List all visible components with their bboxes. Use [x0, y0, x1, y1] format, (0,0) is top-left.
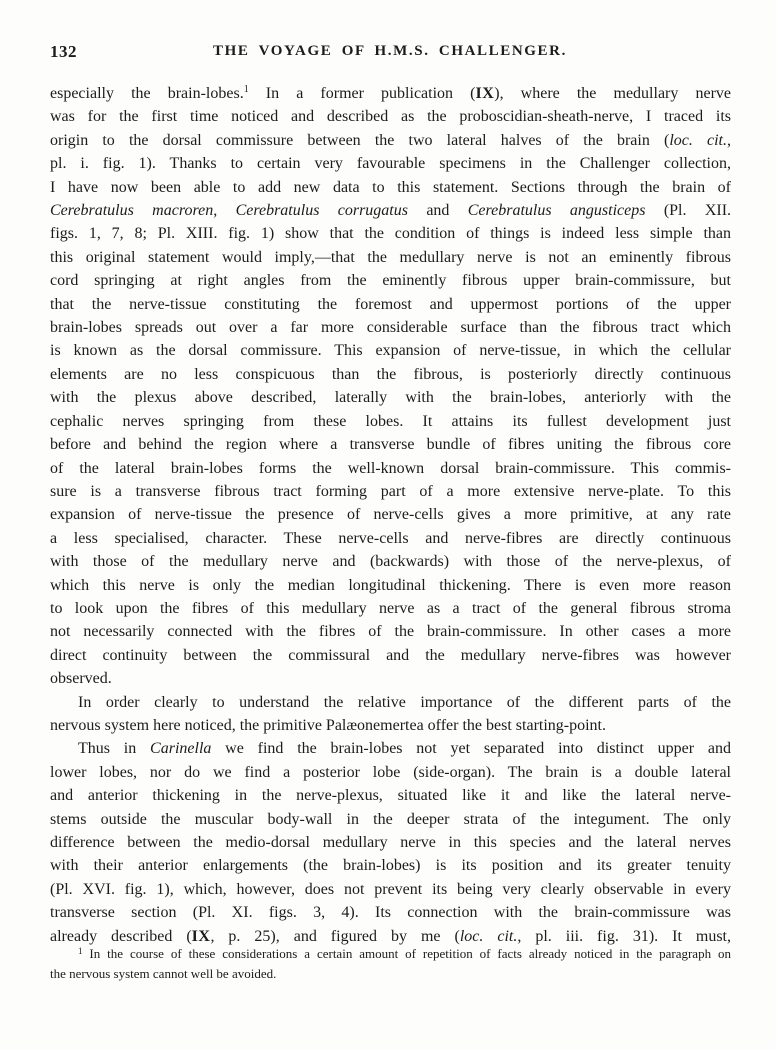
- body-line: [50, 152, 731, 175]
- bold-text-run: IX: [191, 927, 211, 945]
- body-line: [50, 831, 731, 854]
- text-run: (Pl. XII.: [645, 202, 732, 220]
- body-line: [50, 410, 731, 433]
- text-run: of the lateral brain-lobes forms the well-known dorsal brain-commissure. This commis-: [50, 459, 731, 477]
- body-line: [50, 269, 731, 292]
- body-line: [50, 176, 731, 199]
- body-line: [50, 105, 731, 128]
- footnote-marker: 1: [78, 946, 83, 956]
- body-line: [50, 574, 731, 597]
- text-run: with the plexus above described, laterally with the brain-lobes, anteriorly with the: [50, 389, 731, 407]
- body-line: [50, 222, 731, 245]
- body-line: [50, 363, 731, 386]
- text-run: elements are no less conspicuous than the fibrous, is posteriorly directly continuous: [50, 365, 731, 383]
- body-line: [50, 667, 731, 690]
- text-run: direct continuity between the commissural and the medullary nerve-fibres was however: [50, 646, 731, 664]
- text-run: and anterior thickening in the nerve-plexus, situated like it and like the lateral nerve-: [50, 787, 731, 805]
- footnote-marker: 1: [243, 84, 249, 95]
- text-run: , pl. iii. fig. 31). It must,: [517, 927, 731, 945]
- text-run: nervous system here noticed, the primitive Palæonemertea offer the best starting-point.: [50, 716, 606, 734]
- body-line: [50, 901, 731, 924]
- italic-text-run: loc. cit.: [669, 131, 727, 149]
- text-run: already described (: [50, 927, 192, 945]
- body-line: [50, 457, 731, 480]
- text-run: stems outside the muscular body-wall in the deeper strata of the integument. The only: [50, 810, 731, 828]
- text-run: cord springing at right angles from the eminently fibrous upper brain-commissure, but: [50, 272, 731, 290]
- italic-text-run: loc. cit.: [459, 927, 518, 945]
- text-run: transverse section (Pl. XI. figs. 3, 4). Its connection with the brain-commissure was: [50, 904, 731, 922]
- text-run: In the course of these considerations a certain amount of repetition of facts already noticed in the paragraph on: [82, 946, 731, 961]
- text-run: In order clearly to understand the relative importance of the different parts of the: [78, 693, 731, 711]
- italic-text-run: Cerebratulus corrugatus: [235, 202, 408, 220]
- text-run: with their anterior enlargements (the brain-lobes) is its position and its greater tenuity: [50, 857, 731, 875]
- footnote-paragraph: [50, 944, 731, 984]
- footnote-line: [50, 964, 731, 984]
- body-line: [50, 644, 731, 667]
- text-run: and: [407, 202, 468, 220]
- text-run: not necessarily connected with the fibres of the brain-commissure. In other cases a more: [50, 623, 731, 641]
- body-line: [50, 737, 731, 760]
- text-run: the nervous system cannot well be avoided.: [50, 966, 277, 981]
- italic-text-run: Cerebratulus angusticeps: [467, 202, 646, 220]
- italic-text-run: Cerebratulus macroren: [50, 202, 214, 220]
- page-header: [50, 42, 730, 64]
- text-run: we find the brain-lobes not yet separated into distinct upper and: [211, 740, 731, 758]
- running-title: THE VOYAGE OF H.M.S. CHALLENGER.: [213, 43, 567, 59]
- text-run: with those of the medullary nerve and (backwards) with those of the nerve-plexus, of: [50, 553, 731, 571]
- body-line: [50, 316, 731, 339]
- bold-text-run: IX: [475, 85, 495, 102]
- text-run: observed.: [50, 670, 112, 688]
- body-line: [50, 808, 731, 831]
- body-line: [50, 293, 731, 316]
- text-run: lower lobes, nor do we find a posterior lobe (side-organ). The brain is a double lateral: [50, 763, 731, 781]
- body-line: [50, 527, 731, 550]
- footnote-line: [50, 944, 731, 964]
- body-line: [50, 503, 731, 526]
- text-run: pl. i. fig. 1). Thanks to certain very favourable specimens in the Challenger collection,: [50, 155, 731, 173]
- text-run: , p. 25), and figured by me (: [210, 927, 460, 945]
- text-run: sure is a transverse fibrous tract forming part of a more extensive nerve-plate. To this: [50, 482, 731, 500]
- body-line: [50, 82, 731, 105]
- body-line: [50, 433, 731, 456]
- text-run: to look upon the fibres of this medullary nerve as a tract of the general fibrous stroma: [50, 599, 731, 617]
- text-run: which this nerve is only the median longitudinal thickening. There is even more reason: [50, 576, 731, 594]
- body-paragraph: [50, 737, 731, 948]
- text-run: before and behind the region where a transverse bundle of fibres uniting the fibrous core: [50, 436, 731, 454]
- text-run: was for the first time noticed and described as the proboscidian-sheath-nerve, I traced its: [50, 108, 731, 126]
- body-line: [50, 246, 731, 269]
- footnote-block: [50, 944, 731, 984]
- body-line: [50, 714, 731, 737]
- text-run: ,: [727, 131, 731, 149]
- text-run: Thus in: [78, 740, 151, 758]
- body-line: [50, 878, 731, 901]
- body-line: [50, 761, 731, 784]
- text-run: In a former publication (: [248, 85, 476, 102]
- text-run: a less specialised, character. These nerve-cells and nerve-fibres are directly continuous: [50, 529, 731, 547]
- text-run: especially the brain-lobes.: [50, 85, 244, 102]
- body-line: [50, 854, 731, 877]
- body-paragraph: [50, 82, 731, 691]
- body-line: [50, 784, 731, 807]
- text-run: is known as the dorsal commissure. This expansion of nerve-tissue, in which the cellular: [50, 342, 731, 360]
- body-line: [50, 480, 731, 503]
- body-paragraph: [50, 691, 731, 738]
- text-run: I have now been able to add new data to this statement. Sections through the brain of: [50, 178, 731, 196]
- body-line: [50, 550, 731, 573]
- text-run: ,: [213, 202, 236, 220]
- page-number: 132: [50, 42, 77, 61]
- text-run: brain-lobes spreads out over a far more considerable surface than the fibrous tract which: [50, 319, 731, 337]
- text-run: expansion of nerve-tissue the presence of nerve-cells gives a more primitive, at any rate: [50, 506, 731, 524]
- body-line: [50, 597, 731, 620]
- body-line: [50, 691, 731, 714]
- body-line: [50, 199, 731, 222]
- text-run: (Pl. XVI. fig. 1), which, however, does not prevent its being very clearly observable in every: [50, 880, 731, 898]
- text-run: cephalic nerves springing from these lobes. It attains its fullest development just: [50, 412, 731, 430]
- text-run: that the nerve-tissue constituting the foremost and uppermost portions of the upper: [50, 295, 731, 313]
- text-run: this original statement would imply,—that the medullary nerve is not an eminently fibrous: [50, 248, 731, 266]
- body-line: [50, 386, 731, 409]
- italic-text-run: Carinella: [150, 740, 212, 758]
- body-line: [50, 129, 731, 152]
- text-run: difference between the medio-dorsal medullary nerve in this species and the lateral nerves: [50, 834, 731, 851]
- body-text-block: [50, 82, 731, 948]
- text-run: ), where the medullary nerve: [494, 85, 732, 102]
- text-run: origin to the dorsal commissure between the two lateral halves of the brain (: [50, 131, 670, 149]
- body-line: [50, 339, 731, 362]
- text-run: figs. 1, 7, 8; Pl. XIII. fig. 1) show that the condition of things is indeed less simple than: [50, 225, 731, 243]
- body-line: [50, 620, 731, 643]
